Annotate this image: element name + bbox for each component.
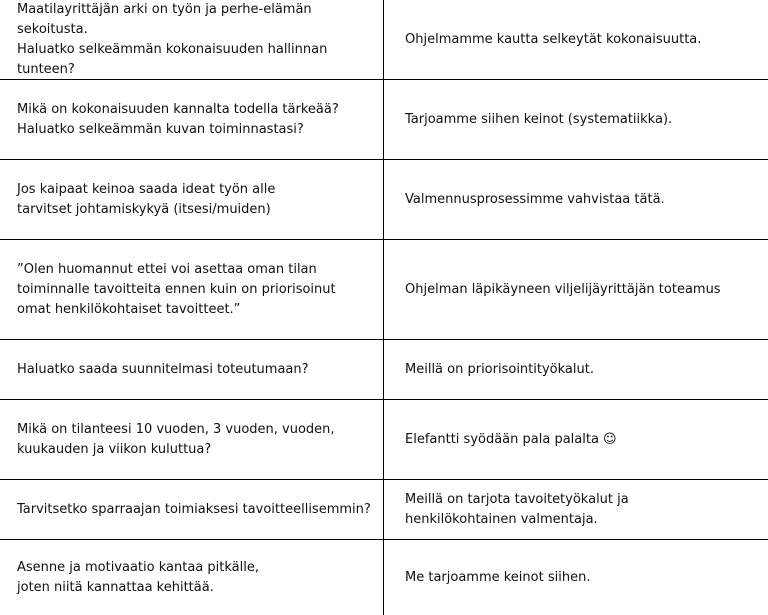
question-cell	[0, 80, 384, 159]
question-cell	[0, 480, 384, 539]
table-row	[0, 240, 768, 340]
answer-text: Ohjelman läpikäyneen viljelijäyrittäjän toteamus	[405, 281, 721, 297]
answer-text: Meillä on priorisointityökalut.	[405, 361, 594, 377]
question-cell	[0, 240, 384, 339]
question-text: Mikä on kokonaisuuden kannalta todella tärkeää? Haluatko selkeämmän kuvan toiminnastasi?	[17, 101, 339, 137]
answer-cell	[384, 80, 768, 159]
answer-text: Me tarjoamme keinot siihen.	[405, 569, 591, 585]
question-cell	[0, 160, 384, 239]
question-cell	[0, 540, 384, 615]
answer-text: Meillä on tarjota tavoitetyökalut ja henkilökohtainen valmentaja.	[405, 491, 629, 527]
table-row	[0, 400, 768, 480]
table-row	[0, 0, 768, 80]
answer-cell	[384, 160, 768, 239]
answer-cell	[384, 480, 768, 539]
question-cell	[0, 340, 384, 399]
answer-text: Tarjoamme siihen keinot (systematiikka).	[405, 111, 673, 127]
table-row	[0, 80, 768, 160]
answer-cell	[384, 540, 768, 615]
answer-cell	[384, 340, 768, 399]
question-text: Haluatko saada suunnitelmasi toteutumaan?	[17, 361, 309, 377]
table-row	[0, 480, 768, 540]
question-cell	[0, 400, 384, 479]
answer-text: Valmennusprosessimme vahvistaa tätä.	[405, 191, 665, 207]
answer-cell	[384, 400, 768, 479]
question-cell	[0, 0, 384, 79]
answer-text: Ohjelmamme kautta selkeytät kokonaisuutta.	[405, 31, 702, 47]
question-text: Tarvitsetko sparraajan toimiaksesi tavoitteellisemmin?	[17, 501, 371, 517]
table-row	[0, 540, 768, 615]
answer-cell	[384, 0, 768, 79]
question-text: Jos kaipaat keinoa saada ideat työn alle tarvitset johtamiskykyä (itsesi/muiden)	[17, 181, 276, 217]
question-text: Maatilayrittäjän arki on työn ja perhe-elämän sekoitusta. Haluatko selkeämmän kokonaisuuden hallinnan tunteen?	[17, 1, 328, 77]
question-text: ”Olen huomannut ettei voi asettaa oman tilan toiminnalle tavoitteita ennen kuin on priorisoinut omat henkilökohtaiset tavoitteet.”	[17, 261, 336, 317]
question-text: Mikä on tilanteesi 10 vuoden, 3 vuoden, vuoden, kuukauden ja viikon kuluttua?	[17, 421, 335, 457]
table-row	[0, 160, 768, 240]
answer-cell	[384, 240, 768, 339]
table-row	[0, 340, 768, 400]
answer-text: Elefantti syödään pala palalta ☺	[405, 431, 617, 447]
question-text: Asenne ja motivaatio kantaa pitkälle, joten niitä kannattaa kehittää.	[17, 559, 259, 595]
